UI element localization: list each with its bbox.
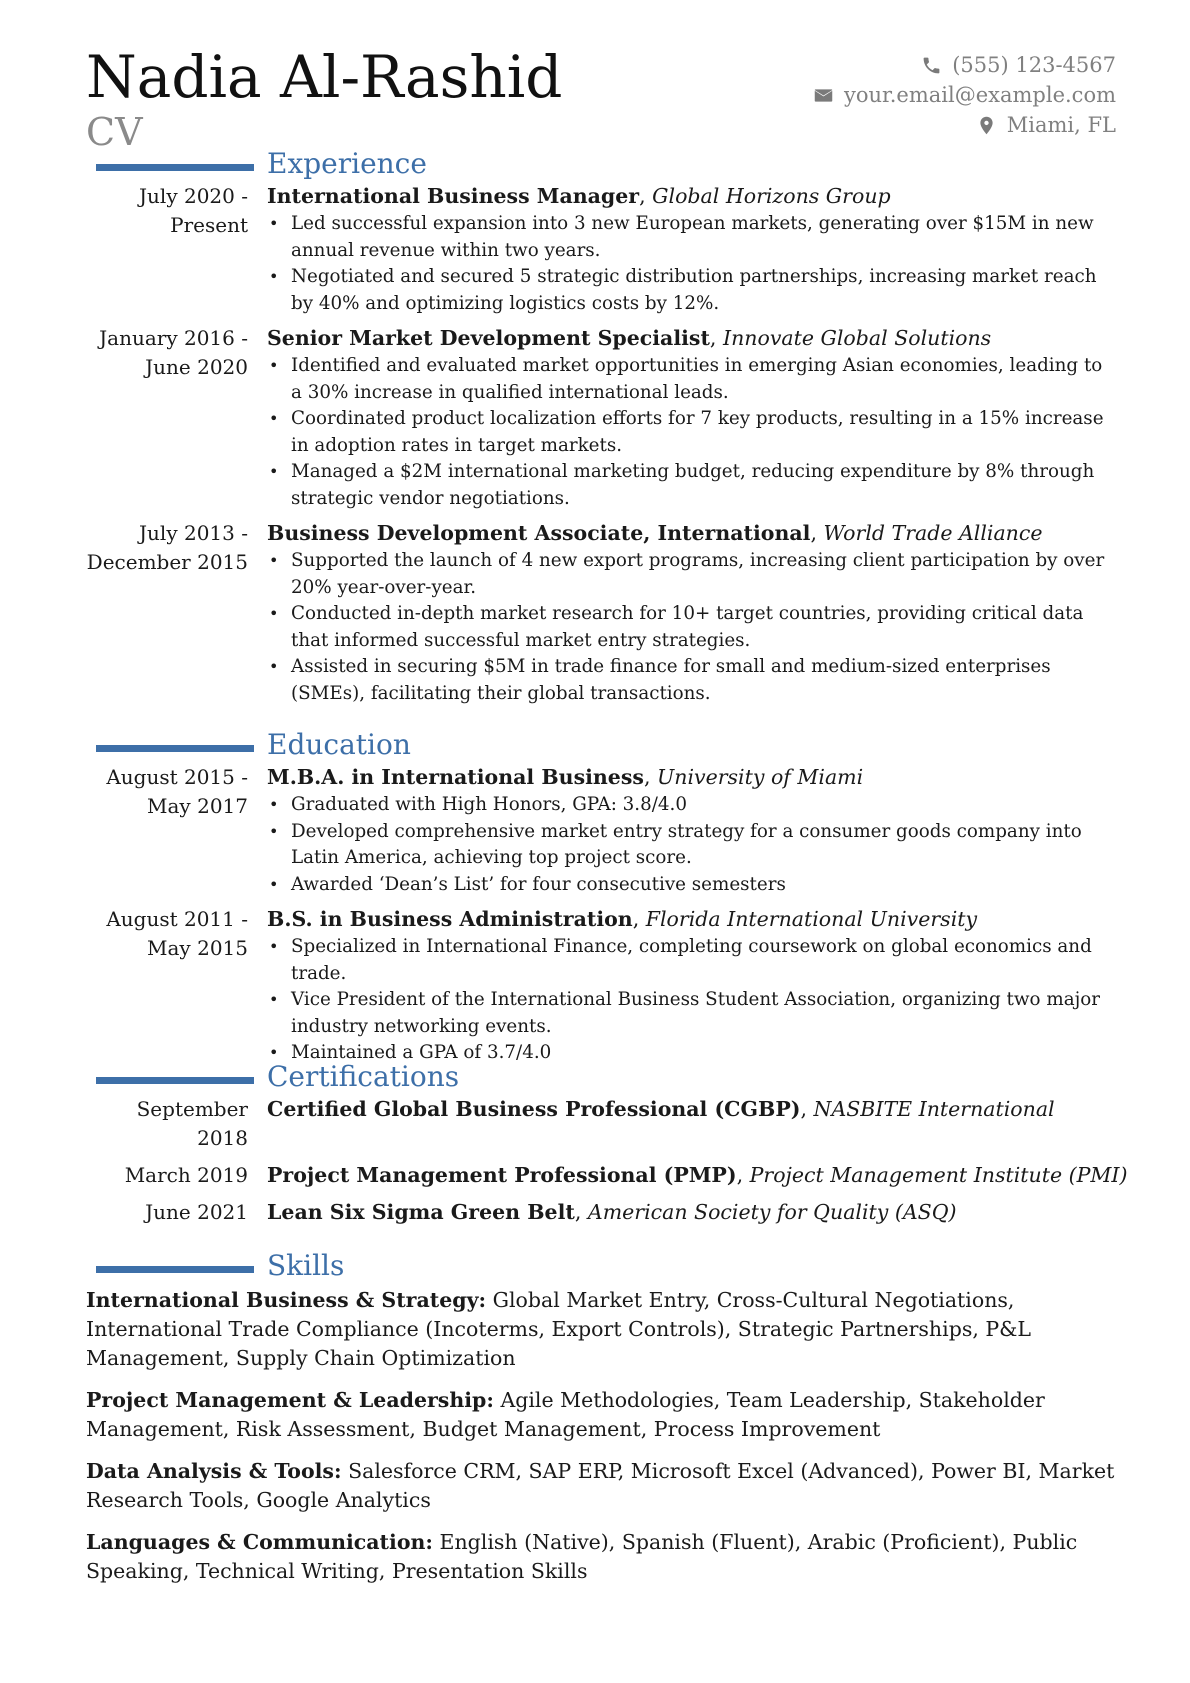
entry-bullet: • Supported the launch of 4 new export programs, increasing client participation by over 20% year-over-year. (291, 548, 1116, 601)
skill-group-label: Languages & Communication: (86, 1530, 433, 1554)
entry-title: Project Management Professional (PMP), Project Management Institute (PMI) (267, 1163, 1128, 1187)
certification-entry (86, 1095, 1116, 1161)
entry-bullet: • Assisted in securing $5M in trade finance for small and medium-sized enterprises (SMEs), facilitating their global transactions. (291, 654, 1116, 707)
section-title-education: Education (267, 728, 411, 761)
entry-degree: M.B.A. in International Business (267, 765, 644, 789)
entry-school: University of Miami (656, 765, 864, 789)
experience-entry (86, 324, 1116, 512)
entry-org: Innovate Global Solutions (722, 326, 992, 350)
entry-role: Business Development Associate, International (267, 521, 811, 545)
entry-bullet: • Specialized in International Finance, completing coursework on global economics and trade. (291, 934, 1116, 987)
certifications-section (86, 1060, 1128, 1230)
contact-block (813, 50, 1116, 140)
entry-role: Senior Market Development Specialist (267, 326, 710, 350)
phone-icon (921, 55, 942, 76)
section-title-certifications: Certifications (267, 1060, 460, 1093)
section-title-experience: Experience (267, 147, 427, 180)
entry-title: Certified Global Business Professional (CGBP), NASBITE International (267, 1097, 1055, 1121)
entry-title: M.B.A. in International Business, University of Miami (267, 765, 864, 789)
cert-issuer: American Society for Quality (ASQ) (587, 1200, 957, 1224)
contact-phone (813, 50, 1116, 80)
entry-bullet: • Negotiated and secured 5 strategic distribution partnerships, increasing market reach by 40% and optimizing logistics costs by 12%. (291, 264, 1116, 317)
entry-school: Florida International University (645, 907, 978, 931)
experience-entry (86, 182, 1116, 317)
entry-date: June 2021 (145, 1200, 248, 1224)
skill-group-items: Salesforce CRM, SAP ERP, Microsoft Excel (Advanced), Power BI, Market Research Tools, Google Analytics (86, 1459, 1115, 1512)
entry-role: International Business Manager (267, 184, 640, 208)
skill-group (86, 1457, 1116, 1515)
skill-group-items: English (Native), Spanish (Fluent), Arabic (Proficient), Public Speaking, Technical Writing, Presentation Skills (86, 1530, 1078, 1583)
experience-section (86, 147, 1116, 707)
cert-name: Certified Global Business Professional (CGBP) (267, 1097, 801, 1121)
entry-bullet: • Conducted in-depth market research for 10+ target countries, providing critical data that informed successful market entry strategies. (291, 601, 1116, 654)
skill-group-label: Project Management & Leadership: (86, 1388, 494, 1412)
entry-bullet: • Coordinated product localization efforts for 7 key products, resulting in a 15% increase in adoption rates in target markets. (291, 406, 1116, 459)
education-entry (86, 763, 1116, 898)
entry-title: Lean Six Sigma Green Belt, American Society for Quality (ASQ) (267, 1200, 957, 1224)
entry-bullet: • Led successful expansion into 3 new European markets, generating over $15M in new annual revenue within two years. (291, 211, 1116, 264)
entry-bullet: • Managed a $2M international marketing budget, reducing expenditure by 8% through strategic vendor negotiations. (291, 459, 1116, 512)
entry-org: Global Horizons Group (652, 184, 891, 208)
skill-group (86, 1286, 1116, 1373)
cert-name: Project Management Professional (PMP) (267, 1163, 737, 1187)
entry-date: September 2018 (136, 1097, 248, 1150)
education-section (86, 728, 1116, 1067)
document-subtitle: CV (86, 110, 143, 154)
contact-location (813, 110, 1116, 140)
entry-title: B.S. in Business Administration, Florida International University (267, 907, 978, 931)
cert-issuer: Project Management Institute (PMI) (749, 1163, 1128, 1187)
entry-bullet: • Identified and evaluated market opportunities in emerging Asian economies, leading to a 30% increase in qualified international leads. (291, 353, 1116, 406)
location-text: Miami, FL (1006, 113, 1116, 137)
entry-bullet: • Developed comprehensive market entry strategy for a consumer goods company into Latin America, achieving top project score. (291, 819, 1116, 872)
contact-email (813, 80, 1116, 110)
entry-bullet: • Awarded ‘Dean’s List’ for four consecutive semesters (291, 872, 1116, 899)
entry-org: World Trade Alliance (823, 521, 1043, 545)
experience-entry (86, 519, 1116, 707)
phone-text[interactable]: (555) 123-4567 (952, 53, 1116, 77)
cert-name: Lean Six Sigma Green Belt (267, 1200, 575, 1224)
entry-date: January 2016 - June 2020 (99, 326, 248, 379)
entry-bullet: • Graduated with High Honors, GPA: 3.8/4.0 (291, 792, 1116, 819)
certification-entry (86, 1161, 1128, 1198)
entry-date: July 2020 - Present (139, 184, 248, 237)
skill-group-items: Agile Methodologies, Team Leadership, Stakeholder Management, Risk Assessment, Budget Management, Process Improvement (86, 1388, 1045, 1441)
entry-date: August 2011 - May 2015 (106, 907, 248, 960)
certification-entry (86, 1198, 1116, 1230)
skill-group-label: International Business & Strategy: (86, 1288, 487, 1312)
entry-date: March 2019 (124, 1163, 248, 1187)
email-text[interactable]: your.email@example.com (843, 83, 1116, 107)
entry-bullet: • Maintained a GPA of 3.7/4.0 (291, 1040, 1116, 1067)
cv-header (86, 44, 1116, 164)
section-rule (96, 164, 254, 171)
envelope-icon (813, 85, 834, 106)
entry-title: Senior Market Development Specialist, Innovate Global Solutions (267, 326, 992, 350)
entry-title: International Business Manager, Global Horizons Group (267, 184, 891, 208)
skill-group-items: Global Market Entry, Cross-Cultural Negotiations, International Trade Compliance (Incoterms, Export Controls), Strategic Partnerships, P&L Management, Supply Chain Optimization (86, 1288, 1032, 1370)
section-rule (96, 1077, 254, 1084)
cert-issuer: NASBITE International (813, 1097, 1055, 1121)
map-pin-icon (976, 115, 997, 136)
entry-title: Business Development Associate, International, World Trade Alliance (267, 521, 1043, 545)
skill-group-label: Data Analysis & Tools: (86, 1459, 342, 1483)
skill-group (86, 1528, 1116, 1586)
candidate-name: Nadia Al-Rashid (86, 43, 563, 111)
section-rule (96, 1266, 254, 1273)
entry-degree: B.S. in Business Administration (267, 907, 633, 931)
entry-date: July 2013 - December 2015 (86, 521, 248, 574)
skill-group (86, 1386, 1116, 1444)
education-entry (86, 905, 1116, 1067)
entry-date: August 2015 - May 2017 (106, 765, 248, 818)
entry-bullet: • Vice President of the International Business Student Association, organizing two major industry networking events. (291, 987, 1116, 1040)
section-title-skills: Skills (267, 1249, 345, 1282)
section-rule (96, 745, 254, 752)
